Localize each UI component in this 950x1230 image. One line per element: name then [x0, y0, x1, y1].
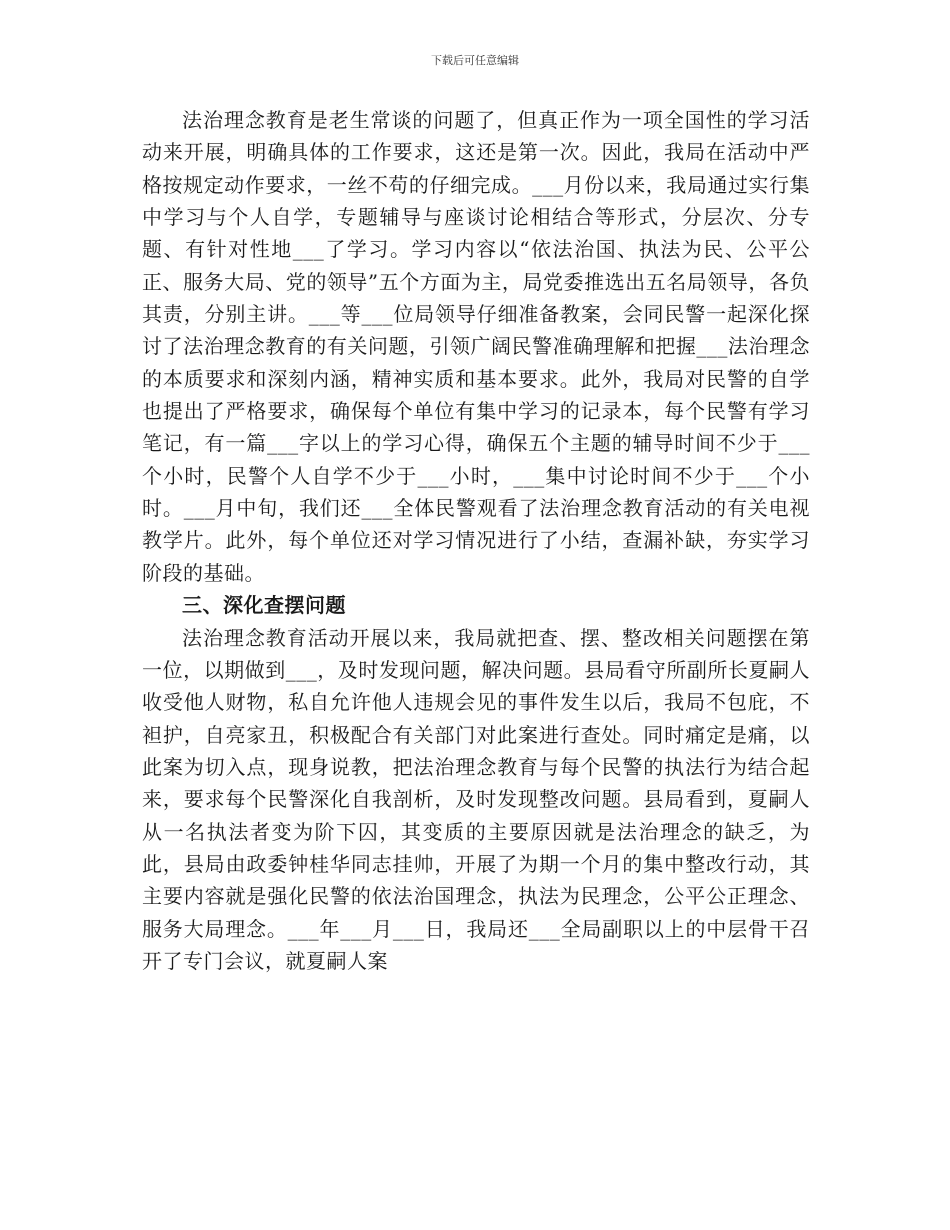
- document-body: [142, 104, 810, 977]
- section-heading: 三、深化查摆问题: [182, 593, 346, 618]
- body-paragraph: 法治理念教育是老生常谈的问题了，但真正作为一项全国性的学习活动来开展，明确具体的工作要求，这还是第一次。因此，我局在活动中严格按规定动作要求，一丝不苟的仔细完成。___月份以来，我局通过实行集中学习与个人自学，专题辅导与座谈讨论相结合等形式，分层次、分专题、有针对性地___了学习。学习内容以“依法治国、执法为民、公平公正、服务大局、党的领导”五个方面为主，局党委推选出五名局领导，各负其责，分别主讲。___等___位局领导仔细准备教案，会同民警一起深化探讨了法治理念教育的有关问题，引领广阔民警准确理解和把握___法治理念的本质要求和深刻内涵，精神实质和基本要求。此外，我局对民警的自学也提出了严格要求，确保每个单位有集中学习的记录本，每个民警有学习笔记，有一篇___字以上的学习心得，确保五个主题的辅导时间不少于___个小时，民警个人自学不少于___小时，___集中讨论时间不少于___个小时。___月中旬，我们还___全体民警观看了法治理念教育活动的有关电视教学片。此外，每个单位还对学习情况进行了小结，查漏补缺，夯实学习阶段的基础。: [142, 108, 810, 585]
- page-header-note: 下载后可任意编辑: [431, 54, 519, 67]
- body-paragraph: 法治理念教育活动开展以来，我局就把查、摆、整改相关问题摆在第一位，以期做到___，及时发现问题，解决问题。县局看守所副所长夏嗣人收受他人财物，私自允许他人违规会见的事件发生以后，我局不包庇，不袒护，自亮家丑，积极配合有关部门对此案进行查处。同时痛定是痛，以此案为切入点，现身说教，把法治理念教育与每个民警的执法行为结合起来，要求每个民警深化自我剖析，及时发现整改问题。县局看到，夏嗣人从一名执法者变为阶下囚，其变质的主要原因就是法治理念的缺乏，为此，县局由政委钟桂华同志挂帅，开展了为期一个月的集中整改行动，其主要内容就是强化民警的依法治国理念，执法为民理念，公平公正理念、服务大局理念。___年___月___日，我局还___全局副职以上的中层骨干召开了专门会议，就夏嗣人案: [142, 625, 810, 973]
